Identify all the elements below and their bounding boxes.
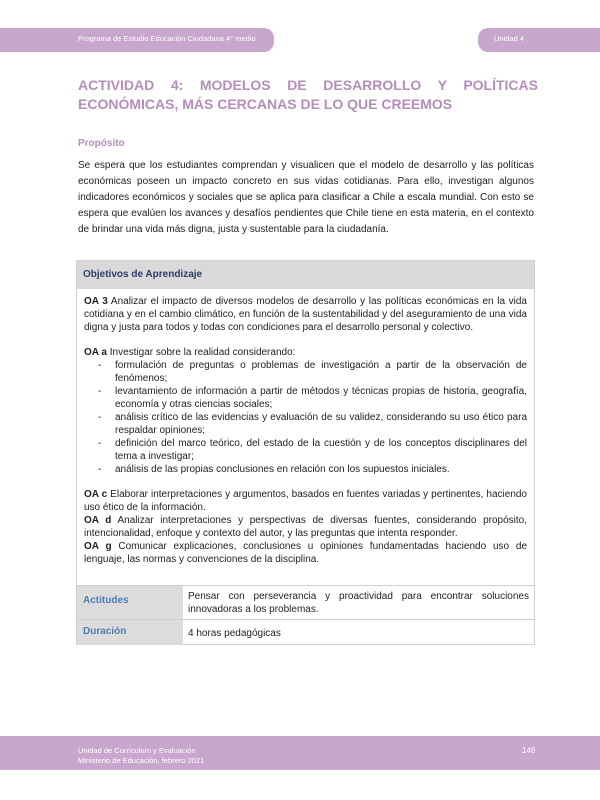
list-item: - formulación de preguntas o problemas de investigación a partir de la observación de fenómenos; — [98, 359, 527, 385]
oa-text: Comunicar explicaciones, conclusiones u opiniones fundamentadas haciendo uso de lenguaje, las normas y convenciones de la disciplina. — [84, 541, 528, 565]
list-item: - análisis crítico de las evidencias y evaluación de su validez, considerando su uso ético para respaldar opiniones; — [98, 411, 527, 437]
oa-code: OA c — [84, 489, 108, 500]
unit-label: Unidad 4 — [494, 34, 525, 43]
actitudes-row — [77, 585, 534, 619]
oa-3 — [84, 295, 527, 334]
oa-code: OA g — [84, 541, 112, 552]
oa-c — [84, 488, 527, 514]
actitudes-label: Actitudes — [77, 586, 183, 619]
duracion-value: 4 horas pedagógicas — [188, 628, 281, 639]
oa-code: OA 3 — [84, 296, 108, 307]
program-title: Programa de Estudio Educación Ciudadana 4° medio — [78, 34, 256, 43]
oa-text: Investigar sobre la realidad considerando: — [106, 347, 296, 358]
page-number: 146 — [522, 746, 536, 755]
oa-a — [84, 346, 527, 476]
list-item: - levantamiento de información a partir de métodos y técnicas propias de historia, geografía, economía y otras ciencias sociales; — [98, 385, 527, 411]
oa-a-list — [98, 359, 527, 476]
oa-code: OA a — [84, 347, 107, 358]
oa-text: Analizar interpretaciones y perspectivas de diversas fuentes, considerando propósito, intencionalidad, enfoque y contexto del autor, y las preguntas que intenta responder. — [84, 515, 527, 539]
duracion-row — [77, 619, 534, 645]
oa-d — [84, 514, 527, 540]
actitudes-value: Pensar con perseverancia y proactividad para encontrar soluciones innovadoras a los problemas. — [188, 591, 529, 615]
oa-text: Elaborar interpretaciones y argumentos, basados en fuentes variadas y pertinentes, haciendo uso ético de la información. — [84, 489, 527, 513]
list-item: - análisis de las propias conclusiones en relación con los supuestos iniciales. — [98, 463, 527, 476]
footer-ministry: Ministerio de Educación, febrero 2021 — [78, 756, 205, 765]
activity-title: ACTIVIDAD 4: MODELOS DE DESARROLLO Y POLÍTICAS ECONÓMICAS, MÁS CERCANAS DE LO QUE CREEMOS — [78, 77, 538, 112]
footer-unit: Unidad de Currículum y Evaluación — [78, 746, 196, 755]
objectives-table — [76, 260, 535, 645]
purpose-heading: Propósito — [78, 138, 125, 149]
oa-g — [84, 540, 527, 566]
duracion-label: Duración — [77, 620, 183, 645]
objectives-heading: Objetivos de Aprendizaje — [77, 261, 534, 289]
oa-text: Analizar el impacto de diversos modelos de desarrollo y las políticas económicas en la vida cotidiana y en el cambio climático, en función de la sustentabilidad y del aseguramiento de una vida digna y justa para todos y todas con condiciones para el desarrollo personal y colectivo. — [84, 296, 527, 333]
purpose-text: Se espera que los estudiantes comprendan y visualicen que el modelo de desarrollo y las políticas económicas poseen un impacto concreto en sus vidas cotidianas. Para ello, investigan algunos indicadores económicos y sociales que se aplica para clasificar a Chile a escala mundial. Con esto se espera que evalúen los avances y desafíos pendientes que Chile tiene en esta materia, en el contexto de brindar una vida más digna, justa y sustentable para la ciudadanía. — [78, 160, 534, 235]
list-item: - definición del marco teórico, del estado de la cuestión y de los conceptos disciplinares del tema a investigar; — [98, 437, 527, 463]
objectives-body — [77, 289, 534, 572]
oa-code: OA d — [84, 515, 112, 526]
